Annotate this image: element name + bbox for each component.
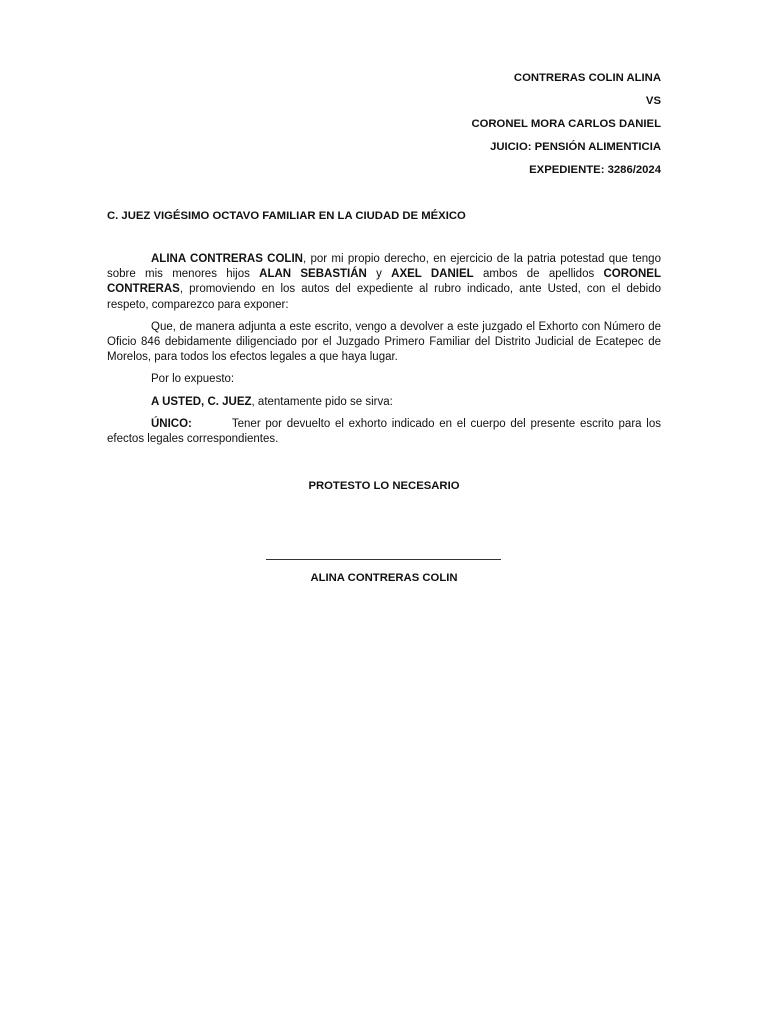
unico-label: ÚNICO:	[151, 417, 192, 430]
petitioner-name: ALINA CONTRERAS COLIN	[151, 253, 303, 265]
paragraph-unico	[107, 417, 661, 447]
child-two-name: AXEL DANIEL	[391, 268, 474, 281]
paragraph-petition	[107, 395, 661, 410]
paragraph-intro-text-c: ambos de apellidos	[473, 268, 604, 281]
paragraph-exhorto: Que, de manera adjunta a este escrito, vengo a devolver a este juzgado el Exhorto con Número de Oficio 846 debidamente diligenciado por el Juzgado Primero Familiar del Distrito Judicial de Ecatepec de Morelos, para todos los efectos legales a que haya lugar.	[107, 320, 661, 364]
unico-text: Tener por devuelto el exhorto indicado en el cuerpo del presente escrito para los efectos legales correspondientes.	[107, 417, 661, 446]
party-one: CONTRERAS COLIN ALINA	[513, 72, 661, 84]
closing-statement: PROTESTO LO NECESARIO	[308, 480, 460, 492]
paragraph-intro	[107, 252, 661, 313]
petition-addressee: A USTED, C. JUEZ	[151, 395, 252, 408]
paragraph-intro-text-a: , por mi propio derecho, en ejercicio de la patria potestad que tengo sobre mis menores hijos	[107, 253, 661, 281]
case-header	[471, 70, 661, 185]
paragraph-intro-text-b: y	[366, 268, 392, 281]
case-type: JUICIO: PENSIÓN ALIMENTICIA	[490, 141, 661, 153]
paragraph-por-lo-expuesto: Por lo expuesto:	[151, 373, 235, 386]
children-surnames: CORONEL CONTRERAS	[107, 268, 661, 296]
document-page	[107, 0, 661, 1024]
document-body	[107, 252, 661, 454]
signature-name: ALINA CONTRERAS COLIN	[310, 572, 458, 584]
petition-text: , atentamente pido se sirva:	[251, 395, 393, 408]
paragraph-intro-text-d: , promoviendo en los autos del expediente al rubro indicado, ante Usted, con el debido respeto, comparezco para exponer:	[107, 283, 661, 311]
addressee: C. JUEZ VIGÉSIMO OCTAVO FAMILIAR EN LA CIUDAD DE MÉXICO	[107, 210, 466, 222]
child-one-name: ALAN SEBASTIÁN	[259, 268, 367, 281]
party-two: CORONEL MORA CARLOS DANIEL	[471, 118, 661, 130]
versus-label: VS	[645, 95, 661, 107]
file-number: EXPEDIENTE: 3286/2024	[529, 164, 661, 176]
signature-line	[266, 559, 501, 560]
